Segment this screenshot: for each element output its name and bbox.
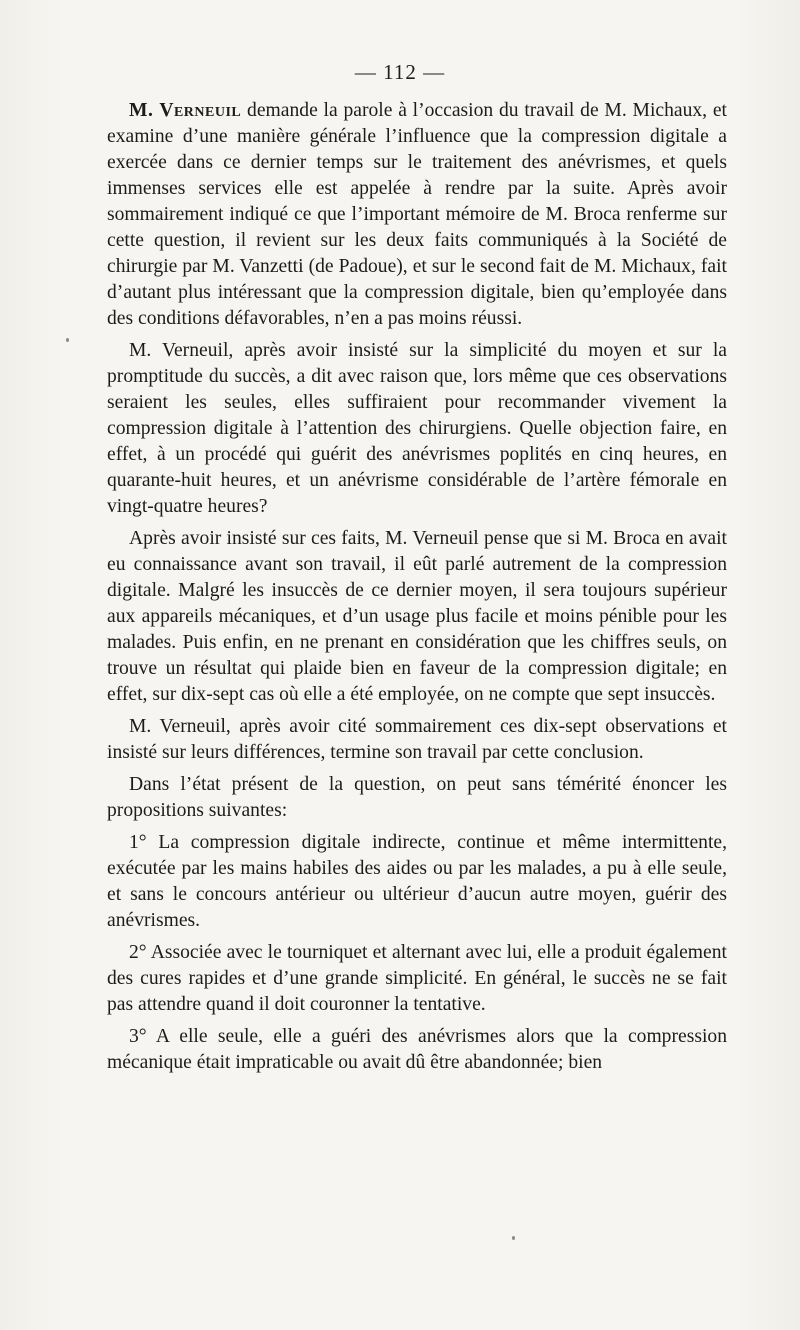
- proposition-2: 2° Associée avec le tourniquet et alternant avec lui, elle a produit également des cures rapides et d’une grande simplicité. En général, le succès ne se fait pas attendre quand il doit couronner la tentative.: [107, 942, 727, 1015]
- body-text: [107, 98, 727, 1082]
- page-number: — 112 —: [354, 60, 446, 84]
- proposition-3: 3° A elle seule, elle a guéri des anévrismes alors que la compression mécanique était impraticable ou avait dû être abandonnée; bien: [107, 1026, 727, 1073]
- proposition-1: 1° La compression digitale indirecte, continue et même intermittente, exécutée par les mains habiles des aides ou par les malades, a pu à elle seule, et sans le concours antérieur ou ultérieur d’aucun autre moyen, guérir des anévrismes.: [107, 832, 727, 931]
- paragraph-2: M. Verneuil, après avoir insisté sur la simplicité du moyen et sur la promptitude du succès, a dit avec raison que, lors même que ces observations seraient les seules, elles suffiraient pour recommander vivement la compression digitale à l’attention des chirurgiens. Quelle objection faire, en effet, à un procédé qui guérit des anévrismes poplités en cinq heures, en quarante-huit heures, et un anévrisme considérable de l’artère fémorale en vingt-quatre heures?: [107, 340, 727, 517]
- speaker-name: M. Verneuil: [129, 100, 242, 121]
- paper-speck: [512, 1236, 515, 1240]
- paragraph-5: Dans l’état présent de la question, on peut sans témérité énoncer les propositions suivantes:: [107, 774, 727, 821]
- paragraph-3: Après avoir insisté sur ces faits, M. Verneuil pense que si M. Broca en avait eu connaissance avant son travail, il eût parlé autrement de la compression digitale. Malgré les insuccès de ce dernier moyen, il sera toujours supérieur aux appareils mécaniques, et d’un usage plus facile et moins pénible pour les malades. Puis enfin, en ne prenant en considération que les chiffres seuls, on trouve un résultat qui plaide bien en faveur de la compression digitale; en effet, sur dix-sept cas où elle a été employée, on ne compte que sept insuccès.: [107, 528, 727, 705]
- paragraph-1: [107, 98, 727, 332]
- paper-speck: [66, 338, 69, 342]
- paragraph-4: M. Verneuil, après avoir cité sommairement ces dix-sept observations et insisté sur leurs différences, termine son travail par cette conclusion.: [107, 716, 727, 763]
- paragraph-1-text: demande la parole à l’occasion du travail de M. Michaux, et examine d’une manière générale l’influence que la compression digitale a exercée dans ce dernier temps sur le traitement des anévrismes, et quels immenses services elle est appelée à rendre par la suite. Après avoir sommairement indiqué ce que l’important mémoire de M. Broca renferme sur cette question, il revient sur les deux faits communiqués à la Société de chirurgie par M. Vanzetti (de Padoue), et sur le second fait de M. Michaux, fait d’autant plus intéressant que la compression digitale, bien qu’employée dans des conditions défavorables, n’en a pas moins réussi.: [107, 100, 727, 329]
